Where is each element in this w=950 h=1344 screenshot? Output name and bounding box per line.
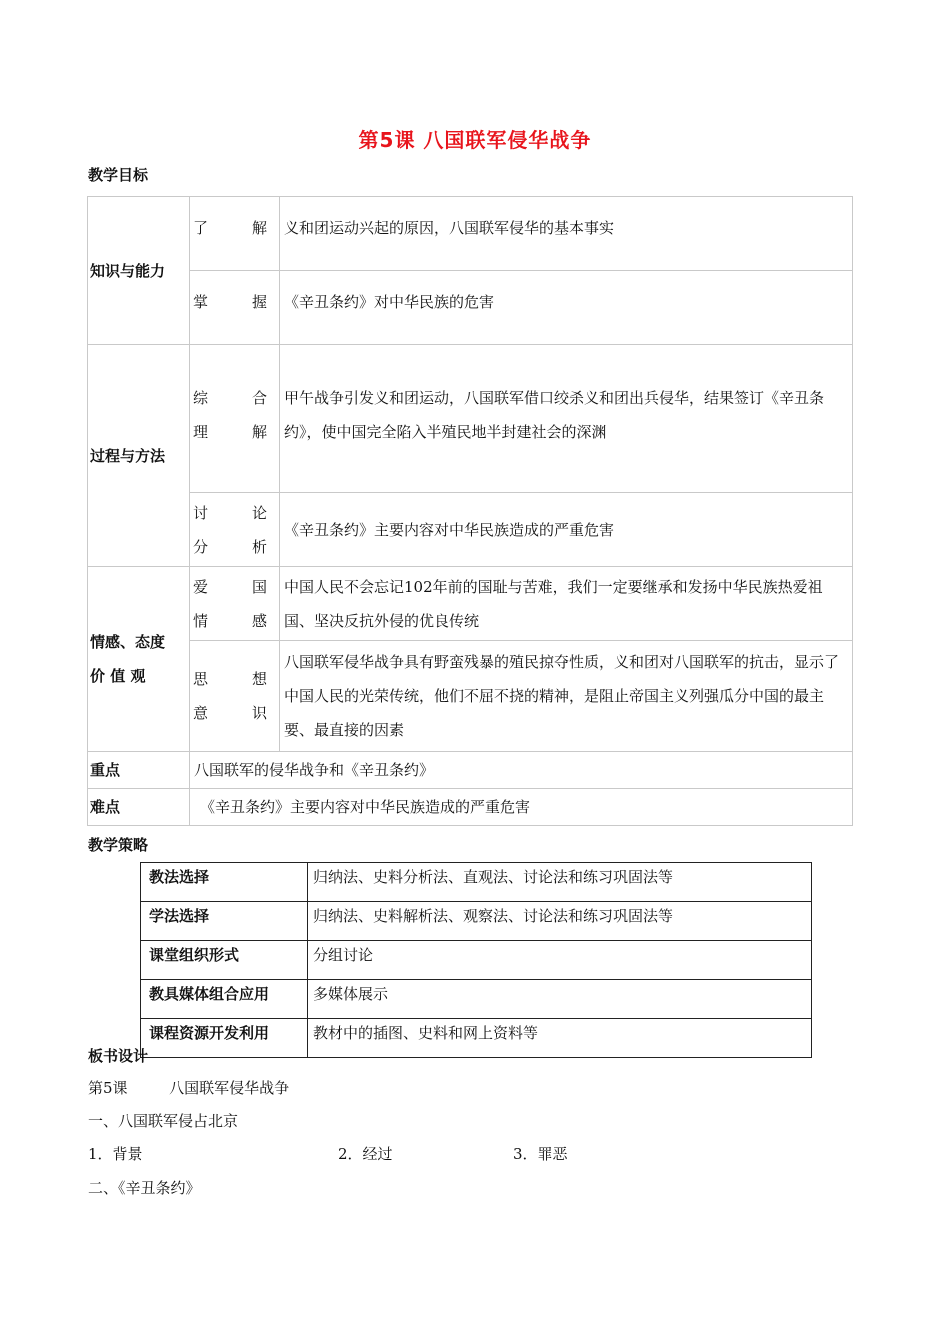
table-row	[88, 752, 853, 789]
strategy-value: 归纳法、史料解析法、观察法、讨论法和练习巩固法等	[308, 902, 812, 941]
table-row	[88, 197, 853, 271]
key-point-text: 八国联军的侵华战争和《辛丑条约》	[190, 752, 853, 789]
objective-text: 甲午战争引发义和团运动，八国联军借口绞杀义和团出兵侵华，结果签订《辛丑条约》，使中国完全陷入半殖民地半封建社会的深渊	[280, 345, 853, 493]
strategy-label: 教具媒体组合应用	[141, 980, 308, 1019]
table-row	[141, 980, 812, 1019]
strategy-table	[140, 862, 812, 1058]
board-item: 1．背景	[88, 1145, 143, 1163]
subcategory-cell: 综 合 理 解	[190, 345, 280, 493]
board-item: 3．罪恶	[513, 1145, 568, 1163]
board-lesson-number: 第5课	[88, 1079, 128, 1097]
table-row	[141, 941, 812, 980]
strategy-label: 课程资源开发利用	[141, 1019, 308, 1058]
strategy-label: 课堂组织形式	[141, 941, 308, 980]
document-title: 第5课 八国联军侵华战争	[358, 128, 592, 152]
strategy-value: 多媒体展示	[308, 980, 812, 1019]
subcategory-cell: 爱 国 情 感	[190, 567, 280, 641]
objectives-table	[87, 196, 853, 826]
objective-text: 义和团运动兴起的原因，八国联军侵华的基本事实	[280, 197, 853, 271]
table-row	[141, 902, 812, 941]
key-point-label: 重点	[88, 752, 190, 789]
table-row	[88, 493, 853, 567]
subcategory-cell: 掌 握	[190, 271, 280, 345]
section-heading-board: 板书设计	[88, 1047, 149, 1065]
table-row	[88, 345, 853, 493]
strategy-value: 归纳法、史料分析法、直观法、讨论法和练习巩固法等	[308, 863, 812, 902]
strategy-value: 分组讨论	[308, 941, 812, 980]
table-row	[141, 863, 812, 902]
category-emotion: 情感、态度 价 值 观	[88, 567, 190, 752]
category-process: 过程与方法	[88, 345, 190, 567]
board-item: 2．经过	[338, 1145, 393, 1163]
objective-text: 《辛丑条约》对中华民族的危害	[280, 271, 853, 345]
table-row	[88, 641, 853, 752]
subcategory-cell: 思 想 意 识	[190, 641, 280, 752]
section-heading-objectives: 教学目标	[88, 166, 149, 184]
board-part-one: 一、八国联军侵占北京	[88, 1112, 239, 1130]
strategy-value: 教材中的插图、史料和网上资料等	[308, 1019, 812, 1058]
objective-text: 《辛丑条约》主要内容对中华民族造成的严重危害	[280, 493, 853, 567]
strategy-label: 学法选择	[141, 902, 308, 941]
category-knowledge: 知识与能力	[88, 197, 190, 345]
board-part-two: 二、《辛丑条约》	[88, 1179, 201, 1197]
board-lesson-title: 八国联军侵华战争	[169, 1079, 290, 1097]
objective-text: 八国联军侵华战争具有野蛮残暴的殖民掠夺性质，义和团对八国联军的抗击，显示了中国人民的光荣传统，他们不屈不挠的精神，是阻止帝国主义列强瓜分中国的最主要、最直接的因素	[280, 641, 853, 752]
strategy-label: 教法选择	[141, 863, 308, 902]
board-items	[88, 1143, 608, 1161]
table-row	[88, 789, 853, 826]
difficult-point-text: 《辛丑条约》主要内容对中华民族造成的严重危害	[190, 789, 853, 826]
table-row	[88, 567, 853, 641]
section-heading-strategy: 教学策略	[88, 836, 149, 854]
subcategory-cell: 讨 论 分 析	[190, 493, 280, 567]
objective-text: 中国人民不会忘记102年前的国耻与苦难，我们一定要继承和发扬中华民族热爱祖国、坚决反抗外侵的优良传统	[280, 567, 853, 641]
table-row	[88, 271, 853, 345]
difficult-point-label: 难点	[88, 789, 190, 826]
subcategory-cell: 了 解	[190, 197, 280, 271]
board-lesson-line	[88, 1077, 289, 1098]
table-row	[141, 1019, 812, 1058]
